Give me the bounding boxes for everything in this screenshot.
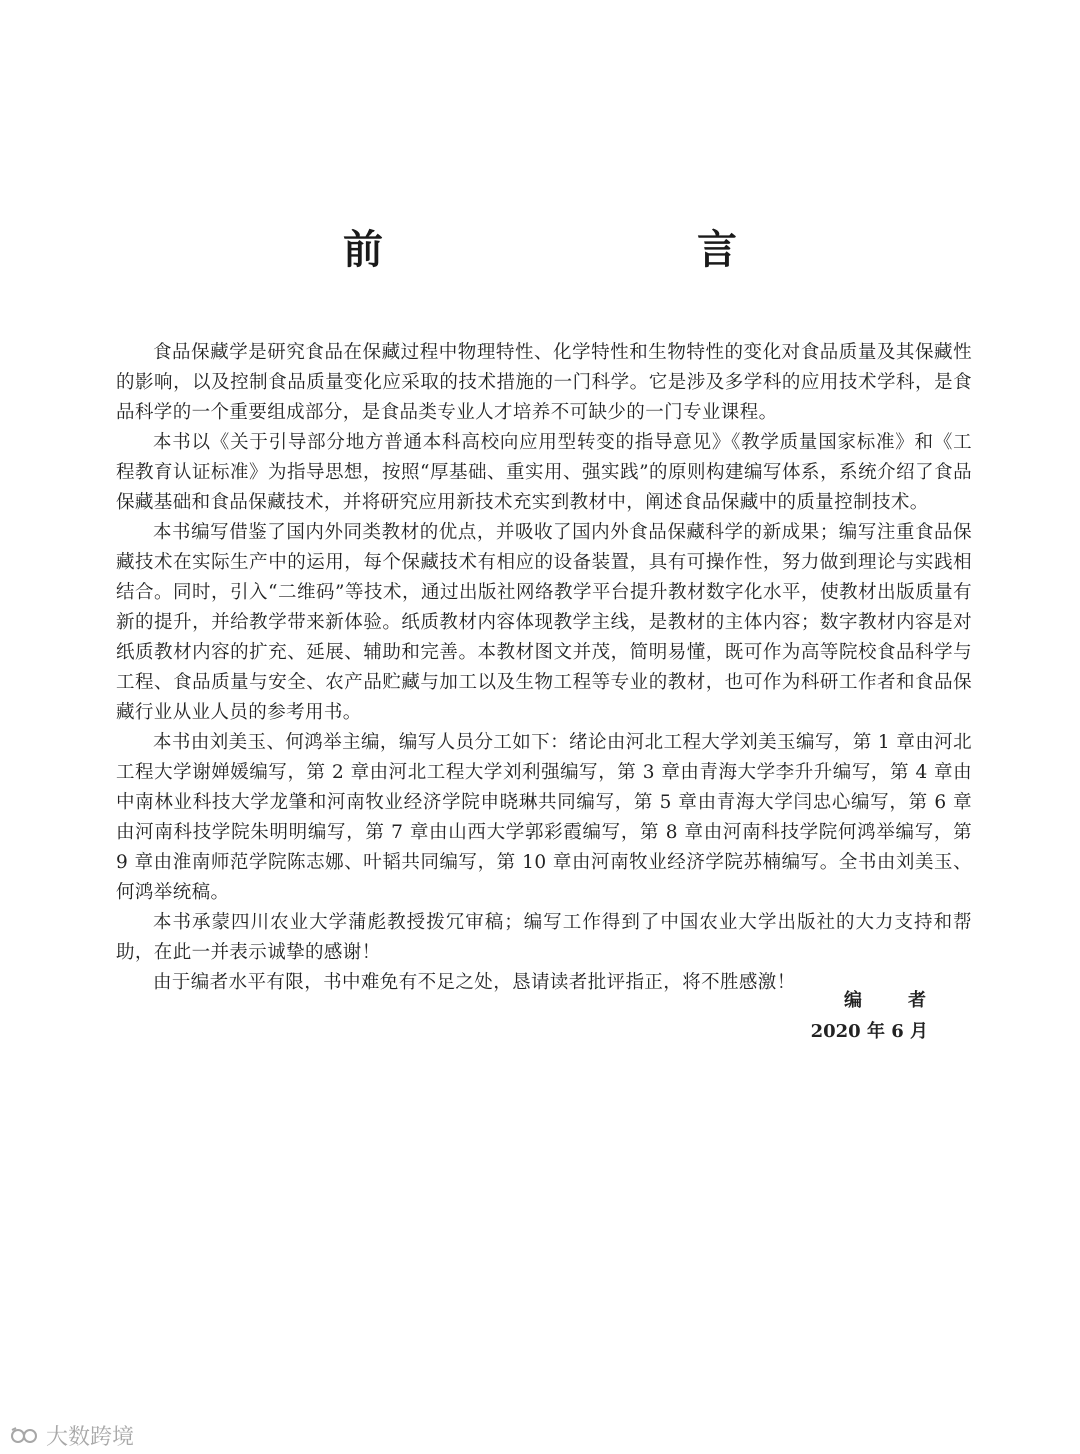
- dashu-logo-icon: [10, 1426, 40, 1446]
- signature-author: 编 者: [844, 990, 940, 1011]
- paragraph-features: 本书编写借鉴了国内外同类教材的优点，并吸收了国内外食品保藏科学的新成果；编写注重食品保藏技术在实际生产中的运用，每个保藏技术有相应的设备装置，具有可操作性，努力做到理论与实践相结合。同时，引入“二维码”等技术，通过出版社网络教学平台提升教材数字化水平，使教材出版质量有新的提升，并给教学带来新体验。纸质教材内容体现教学主线，是教材的主体内容；数字教材内容是对纸质教材内容的扩充、延展、辅助和完善。本教材图文并茂，简明易懂，既可作为高等院校食品科学与工程、食品质量与安全、农产品贮藏与加工以及生物工程等专业的教材，也可作为科研工作者和食品保藏行业从业人员的参考用书。: [116, 522, 972, 723]
- signature-date: 2020 年 6 月: [810, 1021, 928, 1042]
- paragraph-intro: 食品保藏学是研究食品在保藏过程中物理特性、化学特性和生物特性的变化对食品质量及其保藏性的影响，以及控制食品质量变化应采取的技术措施的一门科学。它是涉及多学科的应用技术学科，是食品科学的一个重要组成部分，是食品类专业人才培养不可缺少的一门专业课程。: [116, 342, 972, 423]
- preface-body: [116, 338, 972, 998]
- paragraph-guidelines: 本书以《关于引导部分地方普通本科高校向应用型转变的指导意见》《教学质量国家标准》和《工程教育认证标准》为指导思想，按照“厚基础、重实用、强实践”的原则构建编写体系，系统介绍了食品保藏基础和食品保藏技术，并将研究应用新技术充实到教材中，阐述食品保藏中的质量控制技术。: [116, 432, 972, 513]
- page-title: 前 言: [343, 226, 815, 273]
- watermark: [10, 1420, 134, 1451]
- paragraph-acknowledgement: 本书承蒙四川农业大学蒲彪教授拨冗审稿；编写工作得到了中国农业大学出版社的大力支持和帮助，在此一并表示诚挚的感谢！: [116, 912, 972, 963]
- watermark-text: 大数跨境: [46, 1425, 135, 1450]
- paragraph-disclaimer: 由于编者水平有限，书中难免有不足之处，恳请读者批评指正，将不胜感激！: [153, 972, 796, 993]
- paragraph-authors: 本书由刘美玉、何鸿举主编，编写人员分工如下：绪论由河北工程大学刘美玉编写，第 1 章由河北工程大学谢婵媛编写，第 2 章由河北工程大学刘利强编写，第 3 章由青海大学李升升编写，第 4 章由中南林业科技大学龙肇和河南牧业经济学院申晓琳共同编写，第 5 章由青海大学闫忠心编写，第 6 章由河南科技学院朱明明编写，第 7 章由山西大学郭彩霞编写，第 8 章由河南科技学院何鸿举编写，第 9 章由淮南师范学院陈志娜、叶韬共同编写，第 10 章由河南牧业经济学院苏楠编写。全书由刘美玉、何鸿举统稿。: [116, 732, 972, 903]
